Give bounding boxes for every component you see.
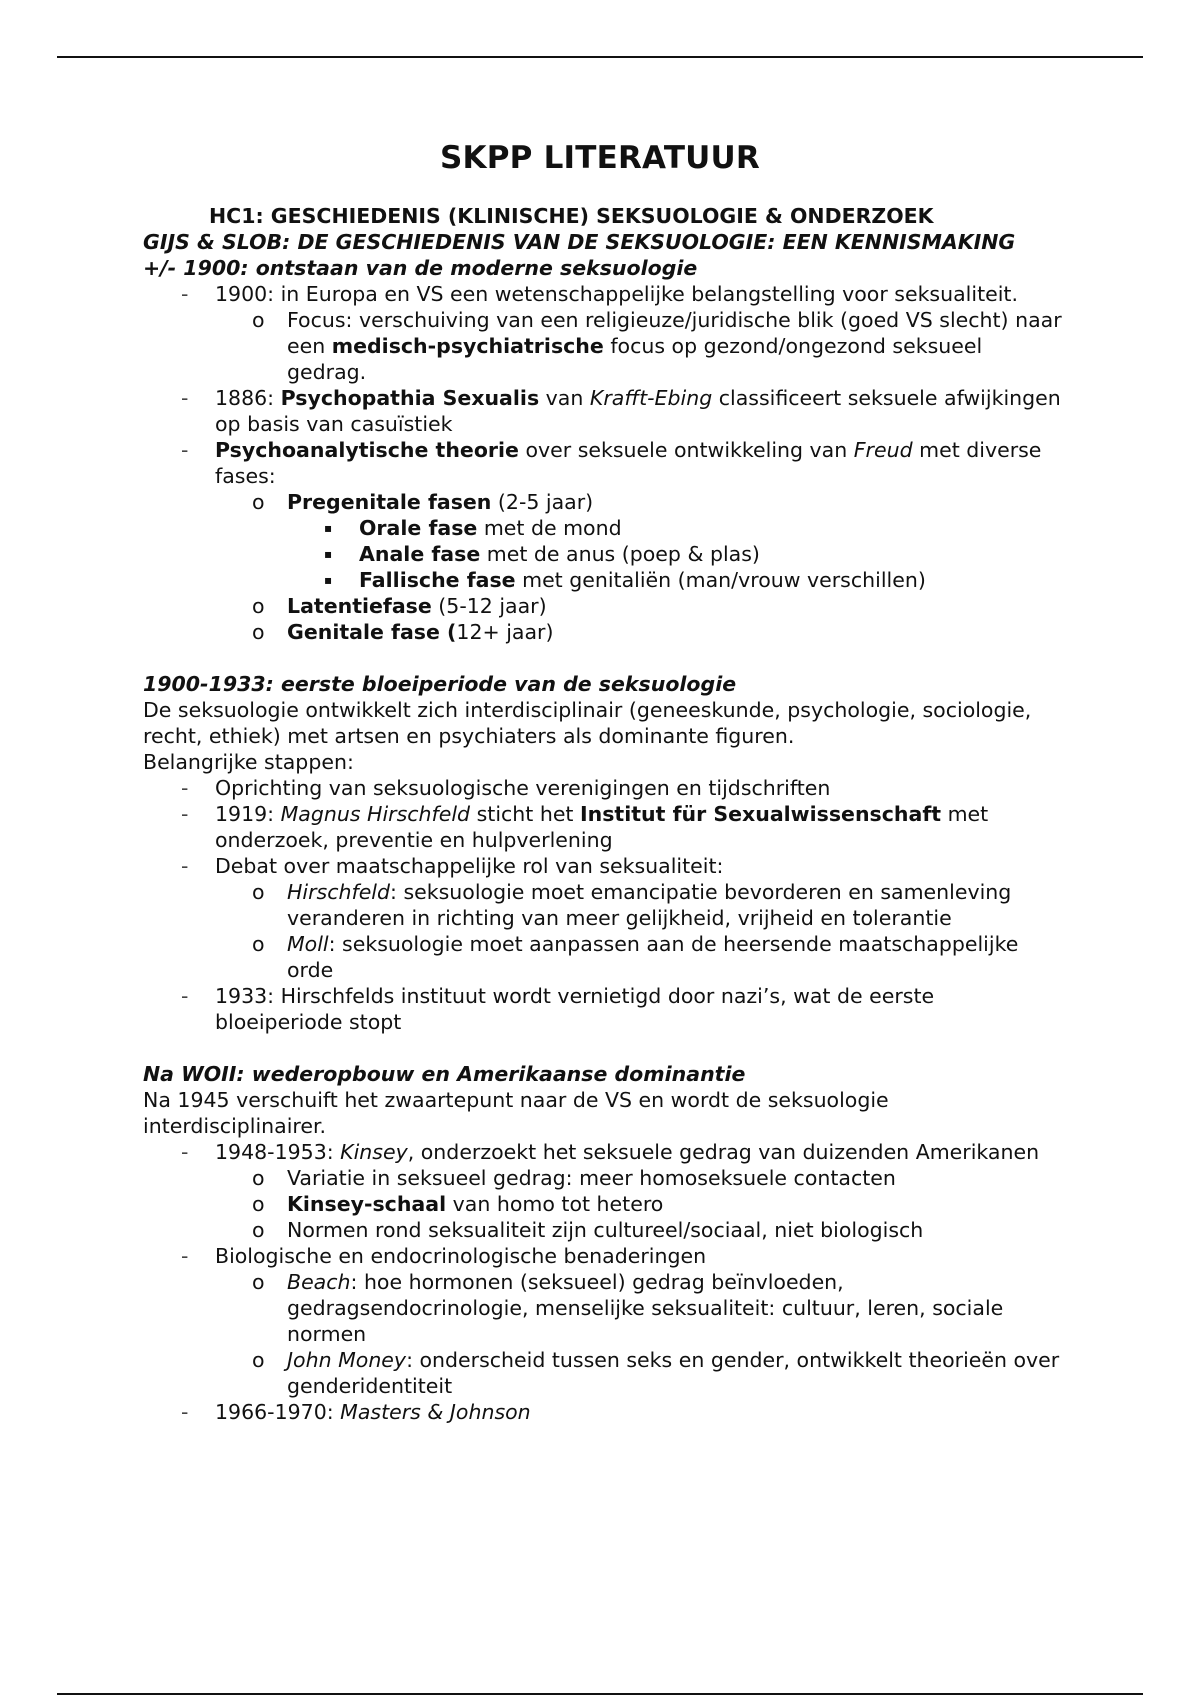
section-heading-na-woii: Na WOII: wederopbouw en Amerikaanse dominantie: [143, 1062, 746, 1086]
list-item: [143, 619, 1063, 645]
list-item: [143, 541, 1063, 567]
item-text: 1886:: [215, 386, 281, 410]
list-item: [143, 775, 1063, 801]
item-text: met onderzoek, preventie en hulpverlening: [215, 802, 989, 852]
chapter-heading: HC1: GESCHIEDENIS (KLINISCHE) SEKSUOLOGIE & ONDERZOEK: [209, 204, 934, 228]
item-text: : seksuologie moet aanpassen aan de heersende maatschappelijke orde: [287, 932, 1019, 982]
square-bullet: ▪: [324, 573, 333, 587]
item-text: 1966-1970:: [215, 1400, 341, 1424]
item-bold: Genitale fase (: [287, 620, 457, 644]
circle-bullet: o: [252, 932, 265, 956]
item-text: sticht het: [470, 802, 580, 826]
dash-bullet: -: [181, 802, 189, 826]
dash-bullet: -: [181, 984, 189, 1008]
dash-bullet: -: [181, 1244, 189, 1268]
item-bold: Anale fase: [359, 542, 481, 566]
dash-bullet: -: [181, 1400, 189, 1424]
item-text: 1900: in Europa en VS een wetenschappelijke belangstelling voor seksualiteit.: [215, 282, 1018, 306]
circle-bullet: o: [252, 1218, 265, 1242]
item-text: Focus: verschuiving van een religieuze/juridische blik (goed VS slecht) naar een: [287, 308, 1062, 358]
dash-bullet: -: [181, 854, 189, 878]
section-heading-1900: +/- 1900: ontstaan van de moderne seksuologie: [143, 256, 698, 280]
dash-bullet: -: [181, 386, 189, 410]
circle-bullet: o: [252, 308, 265, 332]
list-item: [143, 931, 1063, 983]
list-item: [143, 1217, 1063, 1243]
list-item: [143, 1165, 1063, 1191]
item-text: classificeert seksuele afwijkingen op basis van casuïstiek: [215, 386, 1061, 436]
list-item: [143, 1243, 1063, 1269]
list-item: [143, 1347, 1063, 1399]
item-text: Variatie in seksueel gedrag: meer homoseksuele contacten: [287, 1166, 896, 1190]
list-item: [143, 489, 1063, 515]
list-item: [143, 1399, 1063, 1425]
item-text: met diverse fases:: [215, 438, 1042, 488]
section-heading-1900-1933: 1900-1933: eerste bloeiperiode van de seksuologie: [143, 672, 737, 696]
list-item: [143, 879, 1063, 931]
item-bold: Psychopathia Sexualis: [280, 386, 540, 410]
circle-bullet: o: [252, 1270, 265, 1294]
item-text: 1933: Hirschfelds instituut wordt vernietigd door nazi’s, wat de eerste bloeiperiode stopt: [215, 984, 935, 1034]
circle-bullet: o: [252, 490, 265, 514]
item-text: van homo tot hetero: [446, 1192, 664, 1216]
item-text: Oprichting van seksuologische verenigingen en tijdschriften: [215, 776, 831, 800]
list-item: [143, 567, 1063, 593]
item-italic: Masters & Johnson: [340, 1400, 531, 1424]
item-text: van: [539, 386, 590, 410]
list-item: [143, 281, 1063, 307]
item-bold: Institut für Sexualwissenschaft: [580, 802, 942, 826]
circle-bullet: o: [252, 1166, 265, 1190]
circle-bullet: o: [252, 620, 265, 644]
document-body: [143, 203, 1063, 1425]
item-text: 12+ jaar): [456, 620, 554, 644]
square-bullet: ▪: [324, 521, 333, 535]
item-italic: Beach: [287, 1270, 351, 1294]
item-text: met de mond: [477, 516, 622, 540]
bottom-rule: [57, 1693, 1143, 1695]
item-text: 1948-1953:: [215, 1140, 341, 1164]
list-item: [143, 515, 1063, 541]
list-item: [143, 1139, 1063, 1165]
item-text: (5-12 jaar): [431, 594, 547, 618]
item-text: Debat over maatschappelijke rol van seksualiteit:: [215, 854, 724, 878]
item-italic: Magnus Hirschfeld: [280, 802, 471, 826]
item-bold: Psychoanalytische theorie: [215, 438, 519, 462]
dash-bullet: -: [181, 776, 189, 800]
list-item: [143, 1269, 1063, 1347]
paragraph: De seksuologie ontwikkelt zich interdisciplinair (geneeskunde, psychologie, sociologie, recht, ethiek) met artsen en psychiaters als dominante figuren.: [143, 698, 1032, 748]
item-bold: Pregenitale fasen: [287, 490, 492, 514]
circle-bullet: o: [252, 594, 265, 618]
list-item: [143, 307, 1063, 385]
item-bold: Kinsey-schaal: [287, 1192, 447, 1216]
source-heading: GIJS & SLOB: DE GESCHIEDENIS VAN DE SEKSUOLOGIE: EEN KENNISMAKING: [143, 230, 1016, 254]
item-text: : onderscheid tussen seks en gender, ontwikkelt theorieën over genderidentiteit: [287, 1348, 1060, 1398]
list-item: [143, 801, 1063, 853]
item-bold: medisch-psychiatrische: [331, 334, 604, 358]
item-text: , onderzoekt het seksuele gedrag van duizenden Amerikanen: [407, 1140, 1040, 1164]
square-bullet: ▪: [324, 547, 333, 561]
item-italic: Kinsey: [340, 1140, 408, 1164]
item-text: met genitaliën (man/vrouw verschillen): [515, 568, 926, 592]
dash-bullet: -: [181, 438, 189, 462]
list-item: [143, 853, 1063, 879]
item-bold: Latentiefase: [287, 594, 432, 618]
dash-bullet: -: [181, 282, 189, 306]
circle-bullet: o: [252, 1192, 265, 1216]
item-text: Biologische en endocrinologische benaderingen: [215, 1244, 707, 1268]
item-italic: Hirschfeld: [287, 880, 391, 904]
list-item: [143, 593, 1063, 619]
item-bold: Fallische fase: [359, 568, 516, 592]
list-item: [143, 385, 1063, 437]
item-italic: Krafft-Ebing: [589, 386, 713, 410]
spacer: [143, 645, 1063, 671]
item-text: focus op gezond/ongezond seksueel gedrag.: [287, 334, 983, 384]
item-text: : seksuologie moet emancipatie bevorderen en samenleving veranderen in richting van meer gelijkheid, vrijheid en tolerantie: [287, 880, 1012, 930]
item-italic: John Money: [287, 1348, 407, 1372]
item-text: : hoe hormonen (seksueel) gedrag beïnvloeden, gedragsendocrinologie, menselijke seksualiteit: cultuur, leren, sociale normen: [287, 1270, 1004, 1346]
item-text: Normen rond seksualiteit zijn cultureel/sociaal, niet biologisch: [287, 1218, 924, 1242]
dash-bullet: -: [181, 1140, 189, 1164]
circle-bullet: o: [252, 1348, 265, 1372]
list-item: [143, 1191, 1063, 1217]
item-bold: Orale fase: [359, 516, 478, 540]
item-text: (2-5 jaar): [491, 490, 594, 514]
circle-bullet: o: [252, 880, 265, 904]
top-rule: [57, 56, 1143, 58]
paragraph: Belangrijke stappen:: [143, 750, 354, 774]
paragraph: Na 1945 verschuift het zwaartepunt naar de VS en wordt de seksuologie interdisciplinairer.: [143, 1088, 889, 1138]
item-text: met de anus (poep & plas): [480, 542, 760, 566]
item-text: over seksuele ontwikkeling van: [518, 438, 854, 462]
item-text: 1919:: [215, 802, 281, 826]
list-item: [143, 437, 1063, 489]
item-italic: Freud: [853, 438, 913, 462]
spacer: [143, 1035, 1063, 1061]
list-item: [143, 983, 1063, 1035]
item-italic: Moll: [287, 932, 329, 956]
page-title: SKPP LITERATUUR: [439, 140, 760, 176]
